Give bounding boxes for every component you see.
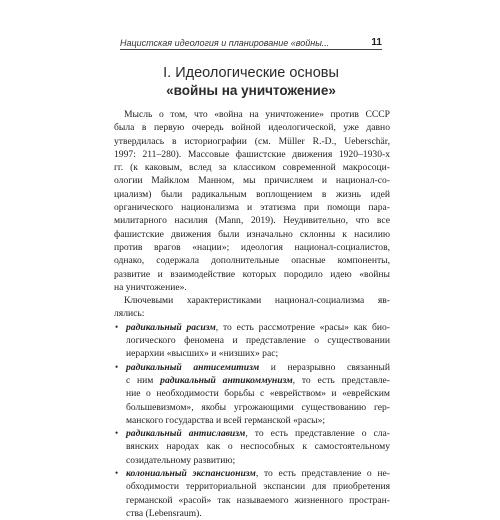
list-item-racism — [114, 321, 390, 334]
list-item-term: радикальный антикоммунизм — [160, 374, 293, 386]
list-item-line: созидательному развитию; — [126, 454, 236, 466]
paragraph-1-line: утвердилась в историографии (см. Müller R.-D., Ueberschär, — [114, 135, 390, 147]
list-item-line: манского государства и всей германской «расы»; — [126, 414, 326, 426]
paragraph-1-line: Мысль о том, что «война на уничтожение» против СССР — [124, 109, 390, 120]
list-item-line: вянских народах как о неспособных к самостоятельному — [126, 441, 390, 453]
paragraph-1-line: 1997: 211–280). Массовые фашистские движения 1920–1930-х — [114, 148, 390, 160]
list-item-text: , то есть рассмотрение «расы» как био- — [215, 321, 390, 333]
list-item-term: радикальный расизм — [126, 321, 216, 333]
paragraph-2-line: лялись: — [114, 308, 145, 320]
paragraph-1-line: милитарного насилия (Mann, 2019). Неудивительно, что все — [114, 215, 390, 227]
list-item-text: , то есть представление о не- — [255, 468, 390, 480]
list-item-antisemitism — [114, 361, 390, 374]
chapter-title-line-1: I. Идеологические основы — [163, 65, 339, 81]
list-item-antislavism — [114, 427, 390, 440]
paragraph-1-line: гг. (к каковым, вслед за классиком современной макросоци- — [114, 162, 390, 174]
list-item-line: большевизмом», якобы угрожающими существованию гер- — [126, 401, 390, 413]
list-item-line: логического феномена и представление о существовании — [126, 335, 390, 347]
list-item-line: ние о необходимости борьбы с «еврейством» и «еврейским — [126, 388, 390, 400]
list-item-text: , то есть представление о сла- — [245, 428, 390, 440]
paragraph-1-line: органического национализма и этатизма при помощи пара- — [114, 202, 390, 214]
bullet-icon: • — [115, 468, 119, 479]
running-head-title: Нацистская идеология и планирование «войны... — [120, 38, 330, 48]
paragraph-1-line: циализм) были радикальным воплощением в жизнь идей — [114, 188, 390, 200]
paragraph-1-line: была в первую очередь войной идеологической, уже давно — [114, 122, 390, 134]
paragraph-1-line: ологии Майклом Манном, мы причисляем и национал-со- — [114, 175, 390, 187]
bullet-icon: • — [115, 428, 119, 439]
bullet-icon: • — [115, 361, 119, 372]
paragraph-1-line: однако, содержала дополнительные опасные компоненты, — [114, 255, 390, 267]
paragraph-1-line: фашистские движения были изначально склонны к насилию — [114, 228, 390, 240]
chapter-title-line-2: «войны на уничтожение» — [166, 83, 336, 98]
list-item-term: радикальный антиславизм — [126, 428, 246, 440]
bullet-icon: • — [115, 321, 119, 332]
list-item-line: иерархии «высших» и «низших» рас; — [126, 348, 279, 360]
list-item-text: , то есть представле- — [292, 374, 390, 386]
paragraph-1-line: на уничтожение». — [114, 281, 187, 293]
list-item-expansionism — [114, 467, 390, 480]
paragraph-1-line: против врагов «нации»; идеология национал-социалистов, — [114, 241, 390, 253]
chapter-title — [120, 65, 382, 99]
list-item-text: и неразрывно связанный — [259, 361, 390, 373]
list-item-term: колониальный экспансионизм — [126, 468, 256, 480]
list-item-term: радикальный антисемитизм — [126, 361, 260, 373]
running-head — [120, 32, 382, 50]
list-item-line: германской «расой» так называемого жизненного простран- — [126, 494, 390, 506]
list-item-line — [114, 374, 390, 387]
list-item-text: с ним — [126, 374, 161, 386]
list-item-line: ства (Lebensraum). — [126, 507, 202, 519]
page-number: 11 — [371, 37, 382, 48]
paragraph-1-line: развитие и взаимодействие которых породило идею «войны — [114, 268, 390, 280]
body-text — [114, 108, 390, 520]
list-item-line: обходимости территориальной экспансии для приобретения — [126, 481, 390, 493]
paragraph-2-line: Ключевыми характеристиками национал-социализма яв- — [124, 295, 390, 307]
